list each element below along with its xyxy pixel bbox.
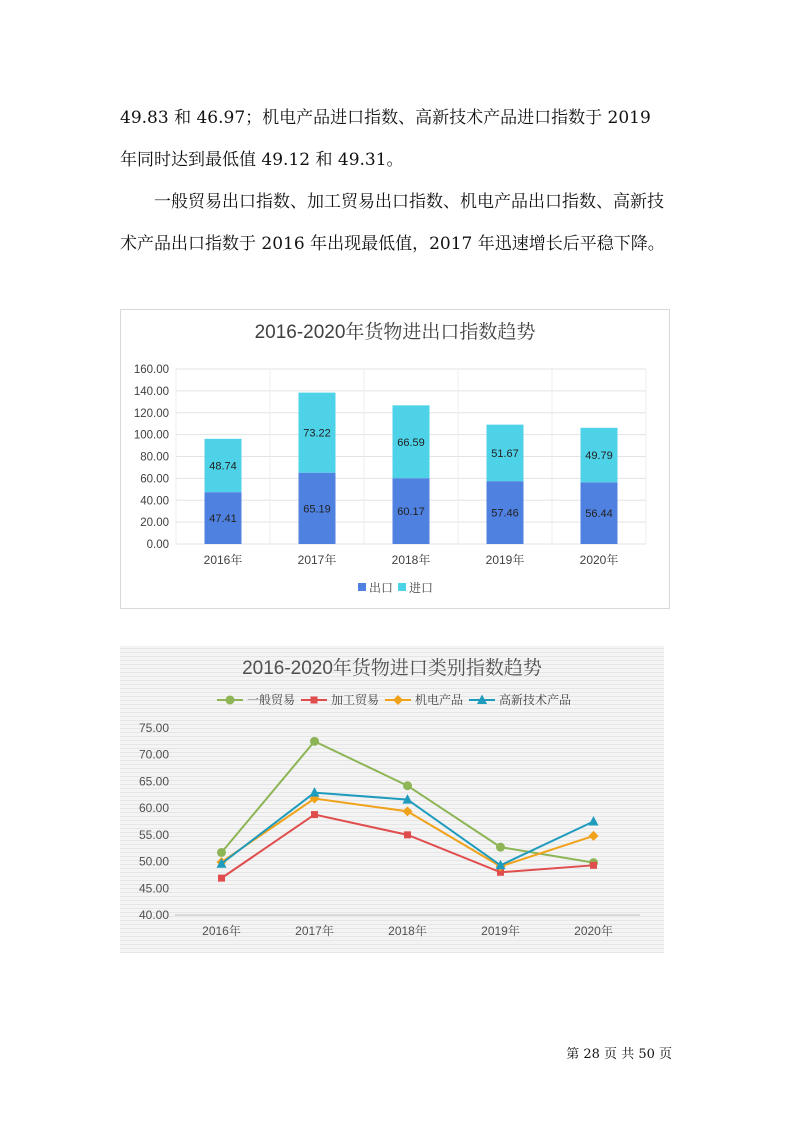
- y-tick-label: 60.00: [138, 801, 169, 816]
- x-tick-label: 2017年: [295, 924, 334, 938]
- legend-marker: [393, 695, 403, 705]
- bar-data-label: 49.79: [585, 450, 613, 463]
- chart-line: [120, 646, 664, 953]
- y-tick-label: 140.00: [133, 385, 169, 398]
- legend-marker: [226, 696, 235, 705]
- y-tick-label: 100.00: [133, 429, 169, 442]
- body-text-para2: [120, 181, 676, 265]
- data-point: [218, 875, 225, 882]
- chart-stacked-bar: [120, 309, 670, 609]
- chart-title: 2016-2020年货物进出口指数趋势: [254, 322, 536, 343]
- data-point: [404, 831, 411, 838]
- y-tick-label: 55.00: [138, 827, 169, 842]
- y-tick-label: 45.00: [138, 881, 169, 896]
- data-point: [217, 848, 226, 857]
- text-line-2: 年同时达到最低值 49.12 和 49.31。: [120, 150, 404, 170]
- legend-label: 一般贸易: [247, 693, 296, 707]
- legend-label: 加工贸易: [331, 693, 380, 707]
- data-point: [589, 816, 599, 826]
- y-tick-label: 120.00: [133, 407, 169, 420]
- x-tick-label: 2018年: [391, 553, 431, 567]
- legend-label: 出口: [369, 581, 394, 595]
- y-tick-label: 50.00: [138, 854, 169, 869]
- bar-data-label: 60.17: [397, 506, 425, 519]
- x-tick-label: 2019年: [485, 553, 525, 567]
- bar-data-label: 57.46: [491, 507, 519, 520]
- page-footer: 第 28 页 共 50 页: [566, 1047, 672, 1062]
- legend-marker: [311, 697, 318, 704]
- data-point: [403, 781, 412, 790]
- bar-data-label: 66.59: [397, 436, 425, 449]
- bar-data-label: 47.41: [209, 513, 237, 526]
- x-tick-label: 2016年: [202, 924, 241, 938]
- y-tick-label: 80.00: [140, 451, 169, 464]
- bar-data-label: 51.67: [491, 447, 519, 460]
- bar-data-label: 48.74: [209, 460, 237, 473]
- text-paragraph-2: 一般贸易出口指数、加工贸易出口指数、机电产品出口指数、高新技术产品出口指数于 2016 年出现最低值，2017 年迅速增长后平稳下降。: [120, 192, 665, 254]
- legend-swatch: [358, 583, 366, 591]
- data-point: [590, 862, 597, 869]
- y-tick-label: 160.00: [133, 364, 169, 376]
- bar-data-label: 65.19: [303, 503, 331, 516]
- x-tick-label: 2017年: [297, 553, 337, 567]
- text-line-1: 49.83 和 46.97；机电产品进口指数、高新技术产品进口指数于 2019: [120, 108, 651, 128]
- y-tick-label: 0.00: [146, 539, 169, 551]
- chart-title: 2016-2020年货物进口类别指数趋势: [242, 658, 542, 679]
- y-tick-label: 75.00: [138, 721, 169, 735]
- y-tick-label: 20.00: [140, 517, 169, 530]
- legend-label: 进口: [409, 581, 434, 595]
- y-tick-label: 40.00: [138, 908, 169, 922]
- data-point: [310, 737, 319, 746]
- data-point: [311, 811, 318, 818]
- chart-stacked-bar-svg: [121, 310, 669, 608]
- body-text-top: [120, 97, 676, 181]
- y-tick-label: 60.00: [140, 473, 169, 486]
- y-tick-label: 70.00: [138, 747, 169, 762]
- data-point: [589, 831, 599, 841]
- y-tick-label: 40.00: [140, 495, 169, 508]
- data-point: [310, 787, 320, 797]
- chart-line-svg: [120, 646, 664, 953]
- x-tick-label: 2020年: [574, 924, 613, 938]
- legend-label: 机电产品: [415, 693, 464, 707]
- x-tick-label: 2020年: [579, 553, 619, 567]
- x-tick-label: 2018年: [388, 924, 427, 938]
- bar-data-label: 73.22: [303, 427, 331, 440]
- data-point: [403, 806, 413, 816]
- data-point: [496, 843, 505, 852]
- x-tick-label: 2019年: [481, 924, 520, 938]
- x-tick-label: 2016年: [203, 553, 243, 567]
- legend-label: 高新技术产品: [499, 693, 572, 707]
- y-tick-label: 65.00: [138, 774, 169, 789]
- legend-swatch: [398, 583, 406, 591]
- bar-data-label: 56.44: [585, 508, 613, 521]
